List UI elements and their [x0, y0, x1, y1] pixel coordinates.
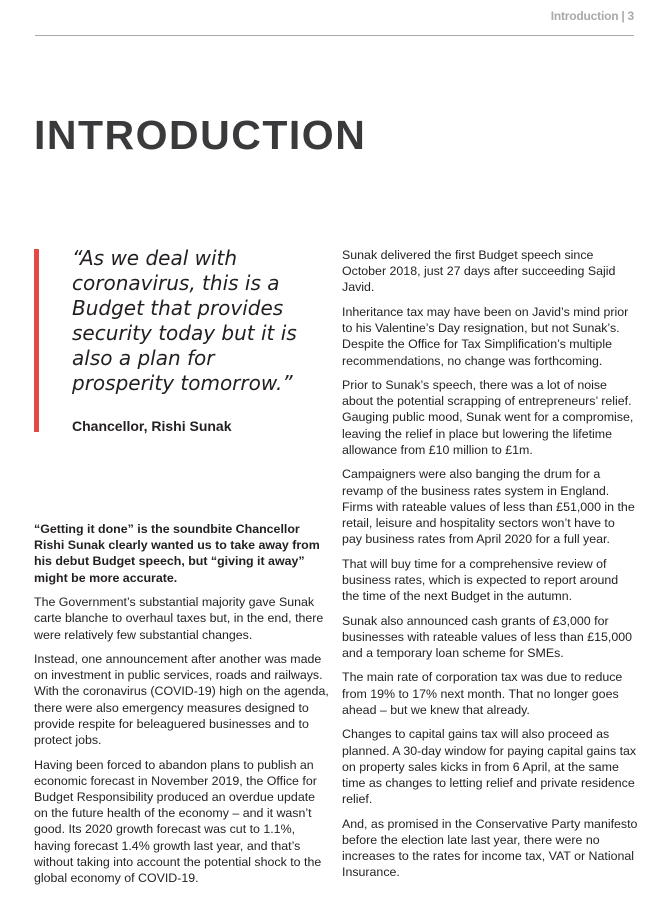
- quote-attribution: Chancellor, Rishi Sunak: [72, 418, 232, 434]
- page-number: 3: [627, 9, 634, 23]
- body-paragraph: The Government’s substantial majority gave Sunak carte blanche to overhaul taxes but, in the end, there were relatively few substantial changes.: [34, 595, 324, 642]
- body-paragraph: That will buy time for a comprehensive review of business rates, which is expected to report around the time of the next Budget in the autumn.: [342, 556, 619, 604]
- pull-quote: “As we deal with coronavirus, this is a Budget that provides security today but it is also a plan for prosperity tomorrow.”: [72, 246, 297, 395]
- body-paragraph: Sunak also announced cash grants of £3,000 for businesses with rateable values of less than £15,000 and a temporary loan scheme for SMEs.: [342, 613, 632, 660]
- body-paragraph: Sunak delivered the first Budget speech since October 2018, just 27 days after succeeding Sajid Javid.: [342, 248, 616, 295]
- body-paragraph: Having been forced to abandon plans to publish an economic forecast in November 2019, the Office for Budget Responsibility produced an overdue update on the future health of the economy – and it wasn’t good. Its 2020 growth forecast was cut to 1.1%, having forecast 1.4% growth last year, and that’s without taking into account the potential shock to the global economy of COVID-19.: [34, 757, 322, 885]
- body-paragraph: Inheritance tax may have been on Javid’s mind prior to his Valentine’s Day resignation, but not Sunak’s. Despite the Office for Tax Simplification’s multiple recommendations, no change was forthcoming.: [342, 304, 629, 368]
- left-column: [34, 521, 330, 894]
- quote-accent-bar: [34, 249, 39, 432]
- body-paragraph: Changes to capital gains tax will also proceed as planned. A 30-day window for paying capital gains tax on property sales kicks in from 6 April, at the same time as changes to letting relief and private residence relief.: [342, 727, 637, 807]
- body-paragraph: And, as promised in the Conservative Party manifesto before the election late last year, there were no increases to the rates for income tax, VAT or National Insurance.: [342, 816, 638, 880]
- lead-paragraph: “Getting it done” is the soundbite Chancellor Rishi Sunak clearly wanted us to take away from his debut Budget speech, but “giving it away” might be more accurate.: [34, 522, 320, 585]
- right-column: [342, 247, 638, 889]
- header-section: Introduction: [550, 9, 619, 23]
- body-paragraph: Campaigners were also banging the drum for a revamp of the business rates system in England. Firms with rateable values of less than £51,000 in the retail, leisure and hospitality sectors won’t have to pay business rates from April 2020 for a full year.: [342, 467, 635, 547]
- body-paragraph: Instead, one announcement after another was made on investment in public services, roads and railways. With the coronavirus (COVID-19) high on the agenda, there were also emergency measures designed to provide respite for beleaguered businesses and to protect jobs.: [34, 652, 329, 748]
- body-paragraph: The main rate of corporation tax was due to reduce from 19% to 17% next month. That no longer goes ahead – but we knew that already.: [342, 670, 623, 717]
- body-paragraph: Prior to Sunak’s speech, there was a lot of noise about the potential scrapping of entrepreneurs’ relief. Gauging public mood, Sunak went for a compromise, leaving the relief in place but lowering the lifetime allowance from £10 million to £1m.: [342, 378, 634, 457]
- running-header: [551, 9, 634, 23]
- header-separator: |: [621, 9, 625, 23]
- page-title: INTRODUCTION: [34, 112, 367, 158]
- header-rule: [35, 35, 634, 36]
